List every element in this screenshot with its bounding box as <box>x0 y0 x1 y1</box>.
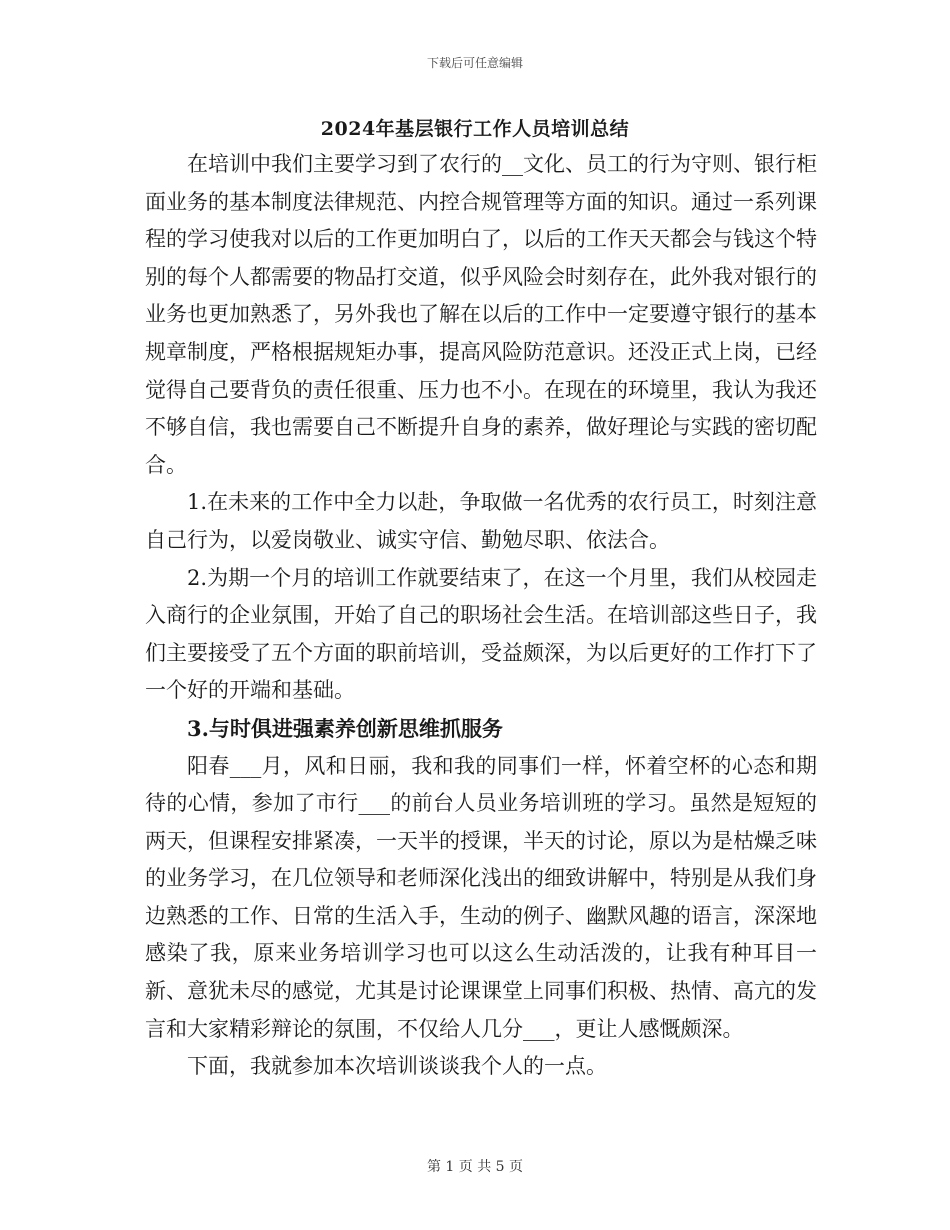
page-footer: 第 1 页 共 5 页 <box>426 1159 524 1175</box>
document-body <box>145 146 817 1086</box>
paragraph-item-2: 2.为期一个月的培训工作就要结束了，在这一个月里，我们从校园走入商行的企业氛围，开始了自己的职场社会生活。在培训部这些日子，我们主要接受了五个方面的职前培训，受益颇深，为以后更好的工作打下了一个好的开端和基础。 <box>145 565 817 703</box>
paragraph-item-1: 1.在未来的工作中全力以赴，争取做一名优秀的农行员工，时刻注意自己行为，以爱岗敬业、诚实守信、勤勉尽职、依法合。 <box>145 490 817 552</box>
paragraph-training-experience: 阳春___月，风和日丽，我和我的同事们一样，怀着空杯的心态和期待的心情，参加了市行___的前台人员业务培训班的学习。虽然是短短的两天，但课程安排紧凑，一天半的授课，半天的讨论，原以为是枯燥乏味的业务学习，在几位领导和老师深化浅出的细致讲解中，特别是从我们身边熟悉的工作、日常的生活入手，生动的例子、幽默风趣的语言，深深地感染了我，原来业务培训学习也可以这么生动活泼的，让我有种耳目一新、意犹未尽的感觉，尤其是讨论课课堂上同事们积极、热情、高亢的发言和大家精彩辩论的氛围，不仅给人几分___，更让人感慨颇深。 <box>145 753 817 1041</box>
page-header: 下载后可任意编辑 <box>426 56 523 70</box>
document-title: 2024年基层银行工作人员培训总结 <box>320 118 630 140</box>
section-heading: 3.与时俱进强素养创新思维抓服务 <box>187 715 503 741</box>
paragraph-intro: 在培训中我们主要学习到了农行的__文化、员工的行为守则、银行柜面业务的基本制度法律规范、内控合规管理等方面的知识。通过一系列课程的学习使我对以后的工作更加明白了，以后的工作天天都会与钱这个特别的每个人都需要的物品打交道，似乎风险会时刻存在，此外我对银行的业务也更加熟悉了，另外我也了解在以后的工作中一定要遵守银行的基本规章制度，严格根据规矩办事，提高风险防范意识。还没正式上岗，已经觉得自己要背负的责任很重、压力也不小。在现在的环境里，我认为我还不够自信，我也需要自己不断提升自身的素养，做好理论与实践的密切配合。 <box>145 152 817 477</box>
paragraph-closing: 下面，我就参加本次培训谈谈我个人的一点。 <box>187 1054 607 1079</box>
